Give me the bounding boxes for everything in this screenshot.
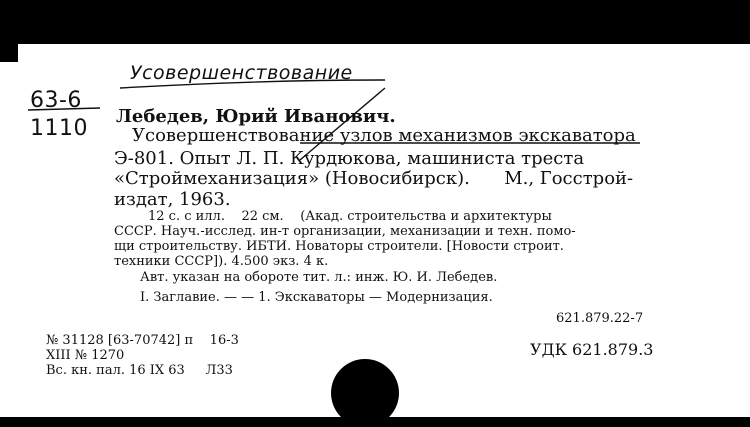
description-line: техники СССР]). 4.500 экз. 4 к. (114, 254, 329, 269)
description-line: СССР. Науч.-исслед. ин-т организации, механизации и техн. помо- (114, 224, 576, 239)
handwritten-heading: Усовершенствование (130, 62, 353, 84)
udc-number: УДК 621.879.3 (530, 340, 654, 359)
author-heading: Лебедев, Юрий Иванович. (116, 106, 396, 127)
class-number: 621.879.22-7 (556, 311, 644, 326)
footer-line: XIII № 1270 (46, 348, 125, 363)
description-line: щи строительству. ИБТИ. Новаторы строители. [Новости строит. (114, 239, 564, 254)
title-line: издат, 1963. (114, 189, 231, 210)
title-line: Усовершенствование узлов механизмов экскаватора (132, 125, 636, 146)
title-line: «Строймеханизация» (Новосибирск). М., Госстрой- (114, 168, 634, 189)
title-line: Э-801. Опыт Л. П. Курдюкова, машиниста треста (114, 148, 585, 169)
footer-line: Вс. кн. пал. 16 IX 63 Л33 (46, 363, 233, 378)
description-line: 12 с. с илл. 22 см. (Акад. строительства и архитектуры (148, 209, 552, 224)
author-note: Авт. указан на обороте тит. л.: инж. Ю. И. Лебедев. (140, 270, 498, 285)
shelf-mark-bottom: 1110 (30, 116, 88, 141)
footer-line: № 31128 [63-70742] п 16-3 (46, 333, 239, 348)
tracings: I. Заглавие. — — 1. Экскаваторы — Модернизация. (140, 290, 493, 305)
shelf-mark-top: 63-6 (30, 88, 82, 113)
